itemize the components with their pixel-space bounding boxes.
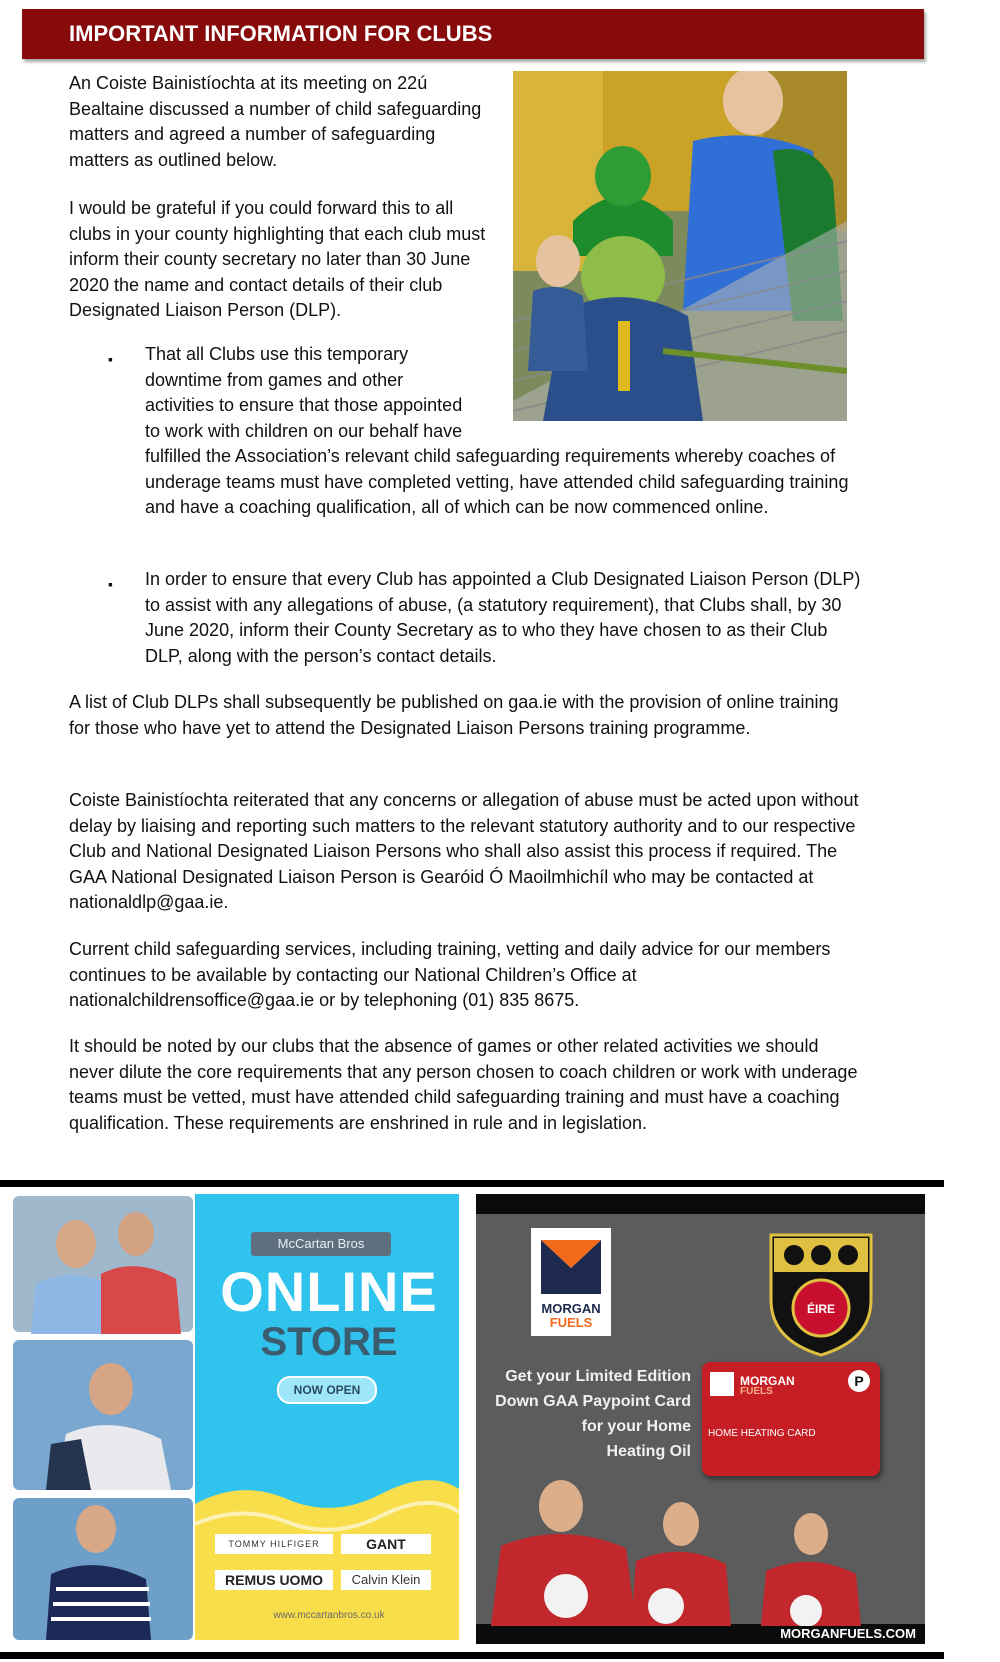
paragraph-request: I would be grateful if you could forward this to all clubs in your county highlighting that each club must inform their county secretary no later than 30 June 2020 the name and contact details of their club Designated Liaison Person (DLP). xyxy=(69,198,486,320)
promo-line: for your Home xyxy=(581,1418,691,1435)
card-label: HOME HEATING CARD xyxy=(708,1428,816,1439)
divider-top xyxy=(0,1180,944,1187)
morgan-logo-line1: MORGAN xyxy=(541,1301,601,1316)
crest-text: ÉIRE xyxy=(806,1302,835,1316)
mccartan-headline-store: STORE xyxy=(260,1320,398,1364)
bullet-marker: ▪ xyxy=(108,576,113,592)
morgan-url[interactable]: MORGANFUELS.COM xyxy=(780,1626,916,1641)
brand-tommy-hilfiger: TOMMY HILFIGER xyxy=(215,1534,333,1554)
paypoint-card xyxy=(702,1362,880,1476)
brand-remus-uomo: REMUS UOMO xyxy=(215,1570,333,1590)
morgan-logo xyxy=(531,1228,611,1336)
bullet-item-dlp: In order to ensure that every Club has appointed a Club Designated Liaison Person (DLP) to assist with any allegations of abuse, (a statutory requirement), that Clubs shall, by 30 June 2020, inform their County Secretary as to who they have chosen to as their Club DLP, along with the person’s contact details. xyxy=(145,569,861,666)
morgan-logo-line2: FUELS xyxy=(549,1315,593,1330)
bullet-marker: ▪ xyxy=(108,351,113,367)
brand-gant: GANT xyxy=(341,1534,431,1554)
card-sub: FUELS xyxy=(740,1386,773,1397)
paragraph-dlp-list: A list of Club DLPs shall subsequently be published on gaa.ie with the provision of online training for those who have yet to attend the Designated Liaison Persons training programme. xyxy=(69,692,839,738)
paragraph-requirements: It should be noted by our clubs that the absence of games or other related activities we should never dilute the core requirements that any person chosen to coach children or work with underage teams must be vetted, must have attended child safeguarding training and must have a coaching qualification. These requirements are enshrined in rule and in legislation. xyxy=(69,1036,858,1133)
card-paypoint-badge: P xyxy=(848,1370,870,1392)
promo-line: Get your Limited Edition xyxy=(505,1368,691,1385)
bullet-line: downtime from games and other xyxy=(145,369,404,390)
bullet-line: to work with children on our behalf have xyxy=(145,420,463,441)
card-brand: MORGAN xyxy=(740,1374,795,1388)
morgan-fuels-advert[interactable] xyxy=(476,1194,925,1644)
down-gaa-crest-icon xyxy=(766,1230,876,1360)
card-logo-icon xyxy=(710,1372,734,1396)
brand-calvin-klein: Calvin Klein xyxy=(341,1570,431,1590)
divider-bottom xyxy=(0,1652,944,1659)
mccartan-headline-online: ONLINE xyxy=(220,1260,438,1323)
supporters-photo xyxy=(513,71,847,421)
ad-top-band xyxy=(476,1194,925,1214)
section-header xyxy=(22,9,924,59)
now-open-badge: NOW OPEN xyxy=(277,1376,377,1404)
paragraph-intro: An Coiste Bainistíochta at its meeting on 22ú Bealtaine discussed a number of child safeguarding matters and agreed a number of safeguarding matters as outlined below. xyxy=(69,73,482,170)
players-image xyxy=(476,1476,925,1626)
mccartan-brand: McCartan Bros xyxy=(277,1236,365,1251)
bullet-line: activities to ensure that those appointed xyxy=(145,395,463,415)
promo-line: Heating Oil xyxy=(606,1443,691,1460)
paragraph-services: Current child safeguarding services, including training, vetting and daily advice for our members continues to be available by contacting our National Children’s Office at nationalchildrensoffice@gaa.ie or by telephoning (01) 835 8675. xyxy=(69,939,831,1010)
paragraph-concerns: Coiste Bainistíochta reiterated that any concerns or allegation of abuse must be acted upon without delay by liaising and reporting such matters to the relevant statutory authority and to our respective Club and National Designated Liaison Persons who shall also assist this process if required. The GAA National Designated Liaison Person is Gearóid Ó Maoilmhichíl who may be contacted at nationaldlp@gaa.ie. xyxy=(69,790,859,912)
bullet-line: That all Clubs use this temporary xyxy=(145,344,409,364)
promo-line: Down GAA Paypoint Card xyxy=(495,1393,691,1410)
promo-text xyxy=(486,1364,691,1464)
section-title: IMPORTANT INFORMATION FOR CLUBS xyxy=(69,21,493,46)
bullet-rest: fulfilled the Association’s relevant child safeguarding requirements whereby coaches of underage teams must have completed vetting, have attended child safeguarding training and have a coaching qualification, all of which can be now commenced online. xyxy=(145,446,849,517)
mccartan-advert[interactable] xyxy=(11,1194,459,1640)
mccartan-url[interactable]: www.mccartanbros.co.uk xyxy=(273,1610,385,1621)
